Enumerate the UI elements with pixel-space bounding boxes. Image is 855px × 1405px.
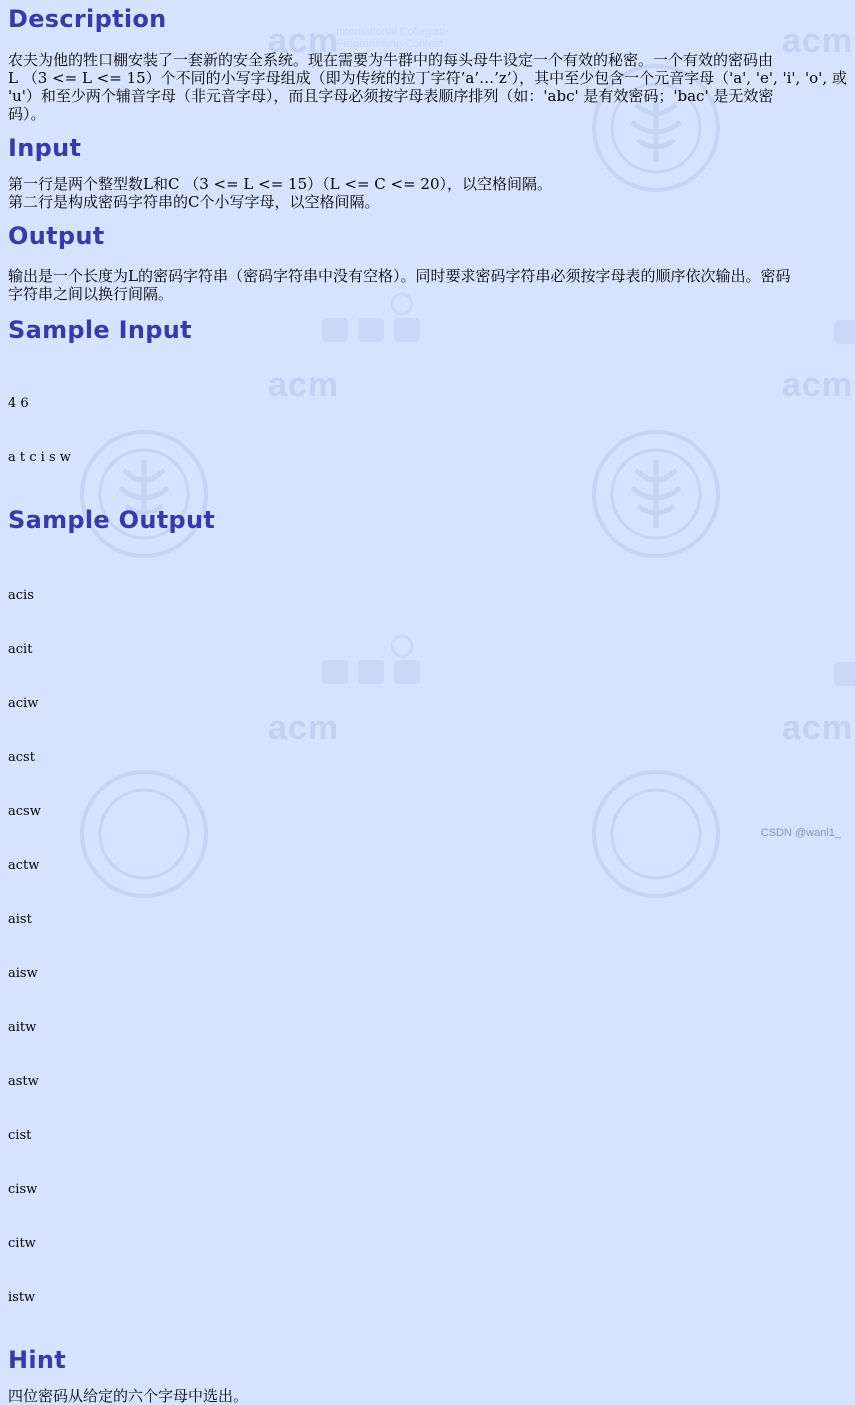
- sample-output-block: [8, 551, 847, 1343]
- output-line: 字符串之间以换行间隔。: [8, 285, 174, 303]
- hint-line: 四位密码从给定的六个字母中选出。: [8, 1387, 249, 1405]
- sample-output-line: acis: [8, 588, 34, 603]
- acm-caption-line2: Programming Contest: [336, 38, 443, 50]
- acm-caption-line1: International Collegiate: [336, 26, 449, 38]
- sample-output-line: istw: [8, 1290, 36, 1305]
- sample-output-line: astw: [8, 1074, 39, 1089]
- hint-text: [8, 1387, 847, 1405]
- description-text: [8, 51, 847, 123]
- description-line: L （3 <= L <= 15）个不同的小写字母组成（即为传统的拉丁字符’a’…’z’），其中至少包含一个元音字母（'a', 'e', 'i', 'o', 或: [8, 69, 847, 87]
- description-line: 农夫为他的牲口棚安装了一套新的安全系统。现在需要为牛群中的每头母牛设定一个有效的秘密。一个有效的密码由: [8, 51, 774, 69]
- csdn-credit: CSDN @wanl1_: [760, 827, 841, 839]
- sample-output-line: cisw: [8, 1182, 38, 1197]
- output-heading: Output: [8, 222, 105, 250]
- sample-output-line: aist: [8, 912, 32, 927]
- sample-output-heading: Sample Output: [8, 506, 216, 534]
- acm-watermark-logo: acm: [268, 366, 340, 404]
- acm-watermark-logo: acm: [782, 22, 854, 60]
- description-heading: Description: [8, 5, 167, 33]
- sample-output-line: aitw: [8, 1020, 37, 1035]
- input-heading: Input: [8, 134, 82, 162]
- sample-output-line: citw: [8, 1236, 36, 1251]
- sample-output-line: acit: [8, 642, 33, 657]
- sample-input-line: a t c i s w: [8, 450, 71, 465]
- input-line: 第一行是两个整型数L和C （3 <= L <= 15）（L <= C <= 20），以空格间隔。: [8, 175, 553, 193]
- input-text: [8, 175, 847, 211]
- sample-input-heading: Sample Input: [8, 316, 192, 344]
- sample-input-block: [8, 359, 847, 503]
- acm-watermark-text: acm: [268, 22, 340, 60]
- acm-watermark-logo: acm: [268, 709, 340, 747]
- sample-output-line: cist: [8, 1128, 32, 1143]
- output-text: [8, 267, 847, 303]
- sample-input-line: 4 6: [8, 396, 29, 411]
- sample-output-line: aisw: [8, 966, 38, 981]
- hint-heading: Hint: [8, 1346, 67, 1374]
- sample-output-line: acsw: [8, 804, 41, 819]
- input-line: 第二行是构成密码字符串的C个小写字母，以空格间隔。: [8, 193, 380, 211]
- sample-output-line: aciw: [8, 696, 39, 711]
- description-line: 码）。: [8, 105, 46, 123]
- acm-watermark-logo: acm: [782, 366, 854, 404]
- sample-output-line: acst: [8, 750, 35, 765]
- output-line: 输出是一个长度为L的密码字符串（密码字符串中没有空格）。同时要求密码字符串必须按字母表的顺序依次输出。密码: [8, 267, 791, 285]
- sample-output-line: actw: [8, 858, 40, 873]
- acm-watermark-logo: acm: [782, 709, 854, 747]
- description-line: 'u'）和至少两个辅音字母（非元音字母），而且字母必须按字母表顺序排列（如：'abc' 是有效密码；'bac' 是无效密: [8, 87, 774, 105]
